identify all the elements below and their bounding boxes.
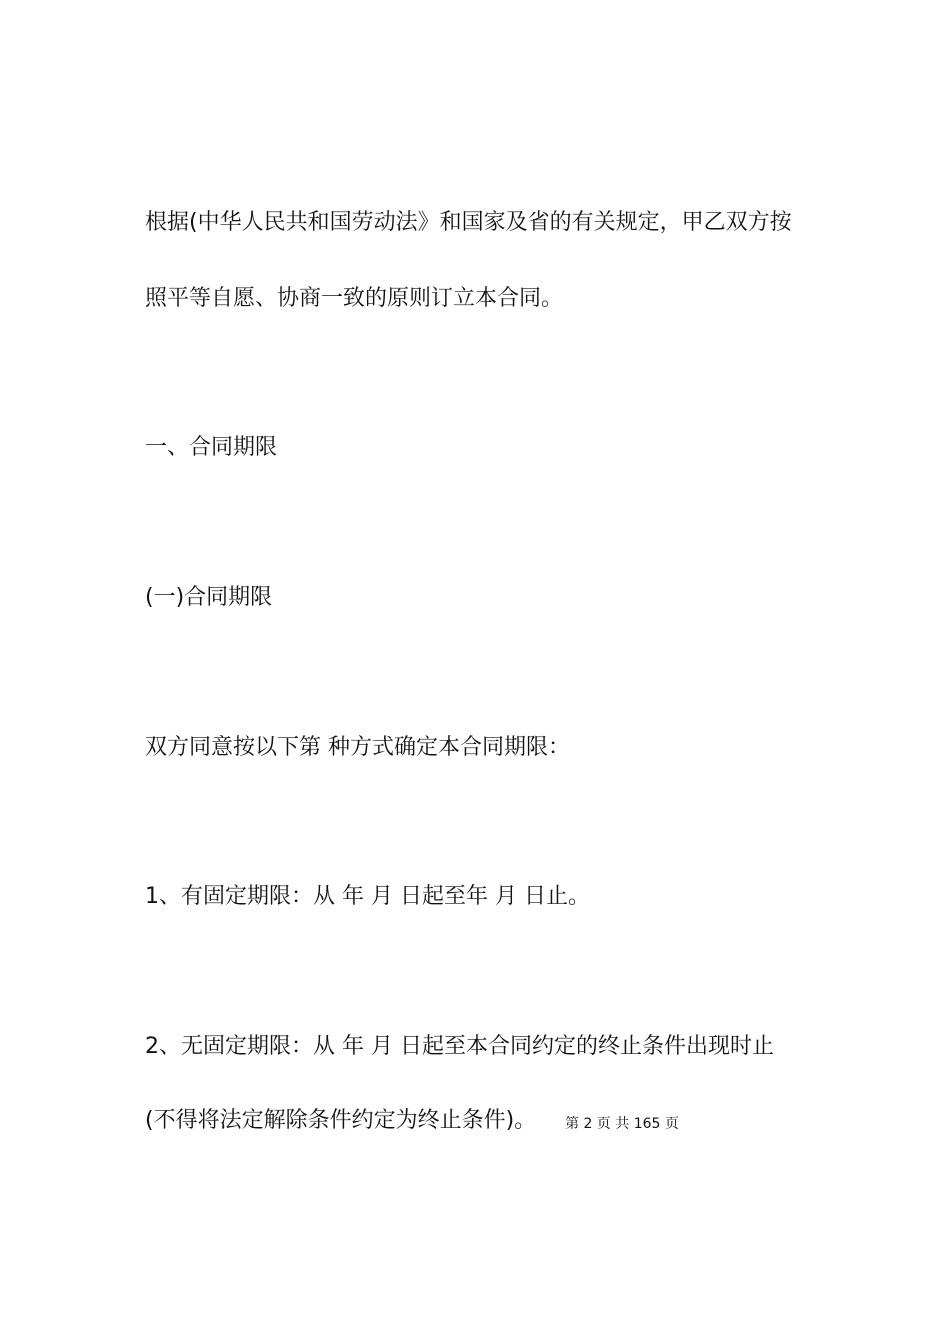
page-footer: 第 2 页 共 165 页 (565, 1116, 679, 1132)
paragraph-line-3: 双方同意按以下第 种方式确定本合同期限： (145, 735, 570, 760)
paragraph-line-1: 根据(中华人民共和国劳动法》和国家及省的有关规定，甲乙双方按 (145, 210, 792, 235)
list-item-2: 2、无固定期限：从 年 月 日起至本合同约定的终止条件出现时止 (145, 1034, 774, 1059)
paragraph-line-2: 照平等自愿、协商一致的原则订立本合同。 (145, 286, 564, 311)
list-item-2-continuation: (不得将法定解除条件约定为终止条件)。 (145, 1108, 537, 1133)
section-heading: 一、合同期限 (145, 435, 278, 460)
list-item-1: 1、有固定期限：从 年 月 日起至年 月 日止。 (145, 884, 590, 909)
subsection-heading: (一)合同期限 (145, 585, 273, 610)
